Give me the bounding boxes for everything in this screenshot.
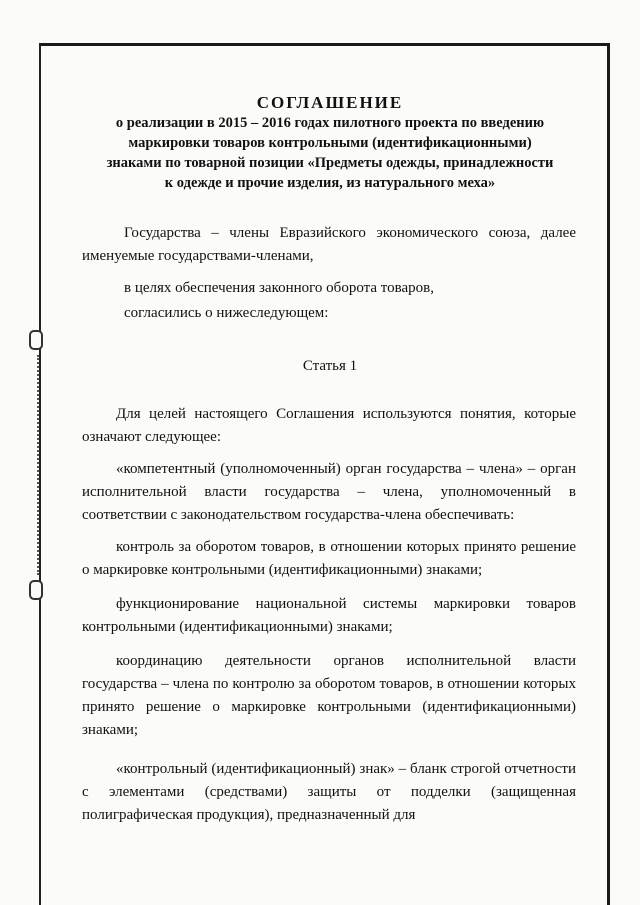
preamble-paragraph-1: Государства – члены Евразийского экономического союза, далее именуемые государствами-членами, — [82, 225, 576, 264]
article-paragraph-4: функционирование национальной системы маркировки товаров контрольными (идентификационными) знаками; — [82, 596, 576, 635]
preamble-paragraph-3: согласились о нижеследующем: — [124, 305, 329, 321]
article-paragraph-1: Для целей настоящего Соглашения используются понятия, которые означают следующее: — [82, 406, 576, 445]
preamble-paragraph-2: в целях обеспечения законного оборота товаров, — [124, 280, 434, 296]
binding-stitch — [37, 355, 41, 575]
article-paragraph-6: «контрольный (идентификационный) знак» – бланк строгой отчетности с элементами (средствами) защиты от подделки (защищенная полиграфическая продукция), предназначенный для — [82, 761, 576, 823]
subtitle-line-4: к одежде и прочие изделия, из натурального меха» — [164, 175, 496, 191]
article-title: Статья 1 — [302, 358, 358, 374]
subtitle-line-1: о реализации в 2015 – 2016 годах пилотного проекта по введению — [115, 115, 545, 131]
article-paragraph-5: координацию деятельности органов исполнительной власти государства – члена по контролю за оборотом товаров, в отношении которых принято решение о маркировке контрольными (идентификационными) знаками; — [82, 653, 576, 738]
binding-hole-icon — [29, 330, 43, 350]
article-paragraph-2: «компетентный (уполномоченный) орган государства – члена» – орган исполнительной власти государства – члена, уполномоченный в соответствии с законодательством государства-члена обеспечивать: — [82, 461, 576, 523]
frame-right-line — [607, 43, 610, 905]
subtitle-line-2: маркировки товаров контрольными (идентификационными) — [128, 135, 532, 151]
frame-top-line — [39, 43, 609, 46]
subtitle-line-3: знаками по товарной позиции «Предметы одежды, принадлежности — [106, 155, 554, 171]
binding-hole-icon — [29, 580, 43, 600]
article-paragraph-3: контроль за оборотом товаров, в отношении которых принято решение о маркировке контрольными (идентификационными) знаками; — [82, 539, 576, 578]
document-title: СОГЛАШЕНИЕ — [256, 93, 404, 112]
document-title-block — [60, 93, 600, 193]
